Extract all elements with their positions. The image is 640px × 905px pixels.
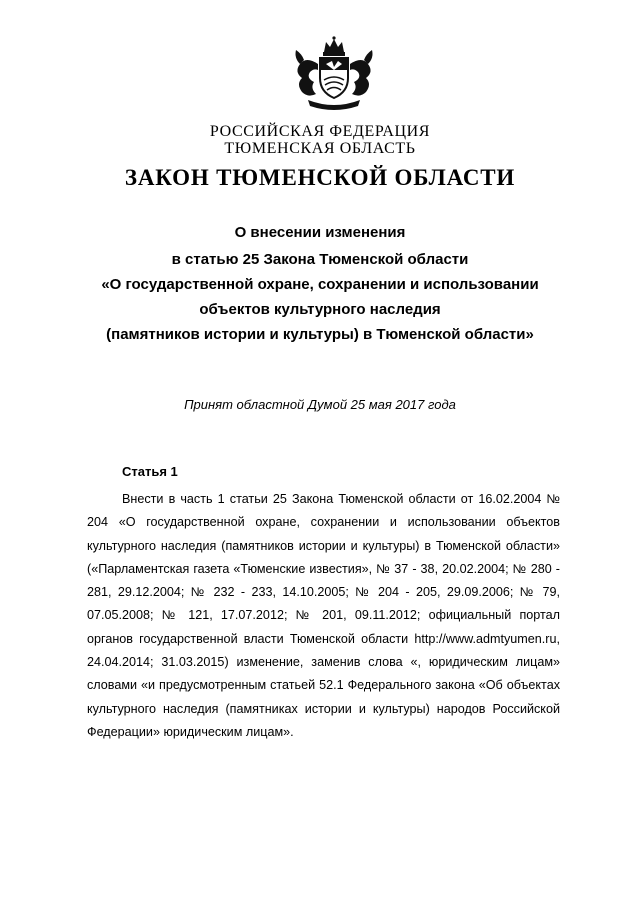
region-name: ТЮМЕНСКАЯ ОБЛАСТЬ xyxy=(224,140,416,157)
law-title-line: О внесении изменения xyxy=(234,224,406,241)
article-heading: Статья 1 xyxy=(122,464,178,479)
law-title-line: (памятников истории и культуры) в Тюменской области» xyxy=(106,326,534,343)
law-title-line: объектов культурного наследия xyxy=(199,301,441,318)
country-name: РОССИЙСКАЯ ФЕДЕРАЦИЯ xyxy=(209,123,431,140)
law-title-line: в статью 25 Закона Тюменской области xyxy=(171,251,469,268)
document-type-heading: ЗАКОН ТЮМЕНСКОЙ ОБЛАСТИ xyxy=(124,165,516,190)
law-title-line: «О государственной охране, сохранении и использовании xyxy=(101,276,539,293)
coat-of-arms-icon xyxy=(286,34,382,114)
adoption-note: Принят областной Думой 25 мая 2017 года xyxy=(184,397,456,412)
article-body-text: Внести в часть 1 статьи 25 Закона Тюменской области от 16.02.2004 № 204 «О государственной охране, сохранении и использовании объектов культурного наследия (памятников истории и культуры) в Тюменской области» («Парламентская газета «Тюменские известия», № 37 - 38, 20.02.2004; № 280 - 281, 29.12.2004; № 232 - 233, 14.10.2005; № 204 - 205, 29.09.2006; № 79, 07.05.2008; № 121, 17.07.2012; № 201, 09.11.2012; официальный портал органов государственной власти Тюменской области http://www.admtyumen.ru, 24.04.2014; 31.03.2015) изменение, заменив слова «, юридическим лицам» словами «и предусмотренным статьей 52.1 Федерального закона «Об объектах культурного наследия (памятниках истории и культуры) народов Российской Федерации» юридическим лицам». xyxy=(87,492,560,739)
